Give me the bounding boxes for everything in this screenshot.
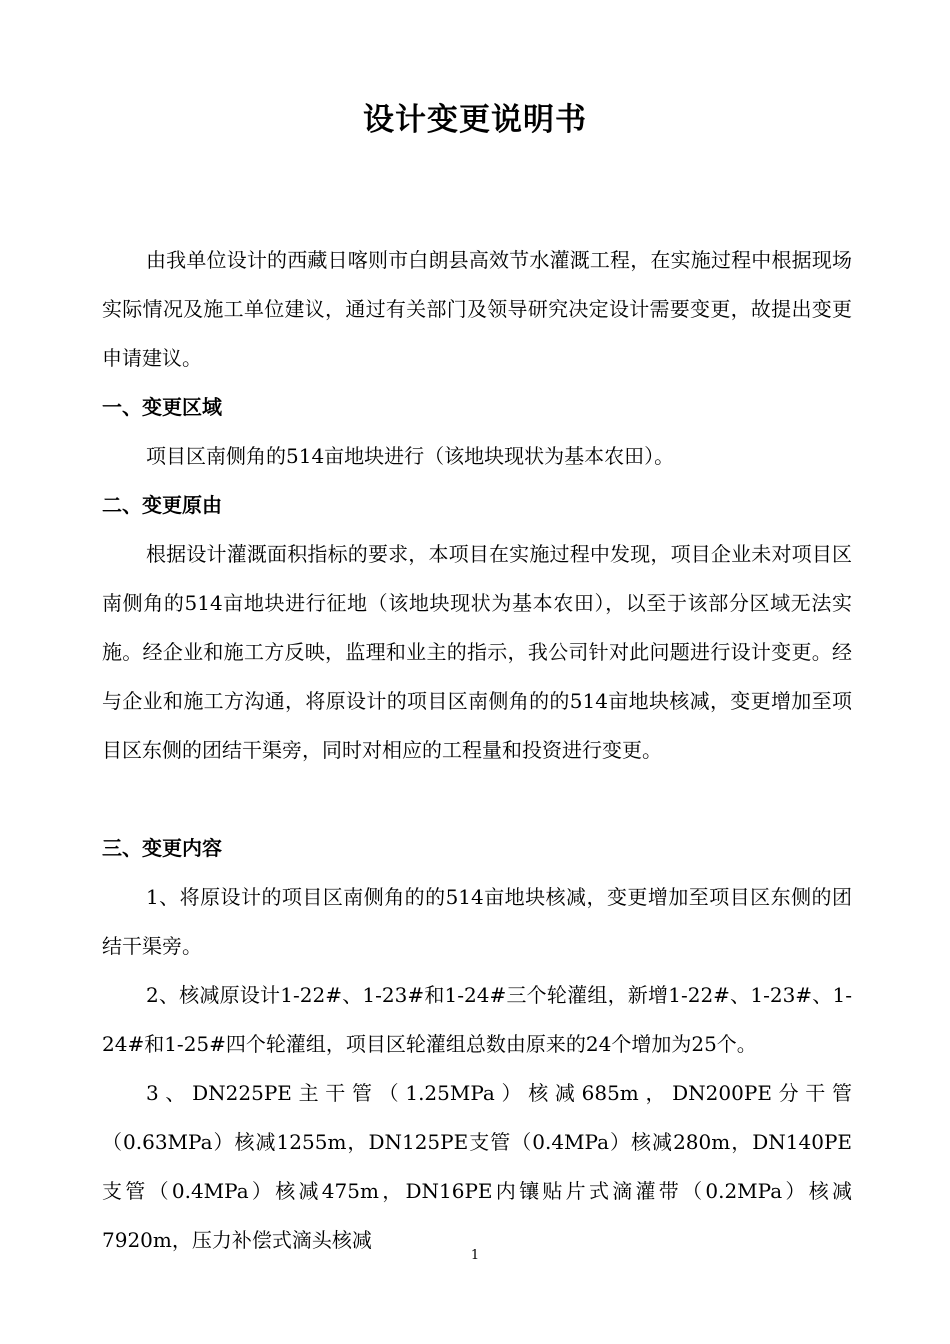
section-reason-paragraph: 根据设计灌溉面积指标的要求，本项目在实施过程中发现，项目企业未对项目区南侧角的514亩地块进行征地（该地块现状为基本农田），以至于该部分区域无法实施。经企业和施工方反映，监理和业主的指示，我公司针对此问题进行设计变更。经与企业和施工方沟通，将原设计的项目区南侧角的的514亩地块核减，变更增加至项目区东侧的团结干渠旁，同时对相应的工程量和投资进行变更。: [102, 542, 852, 762]
document-title: 设计变更说明书: [363, 102, 587, 138]
content-item-2: 2、核减原设计1-22#、1-23#和1-24#三个轮灌组，新增1-22#、1-23#、1-24#和1-25#四个轮灌组，项目区轮灌组总数由原来的24个增加为25个。: [102, 983, 852, 1056]
content-item-3: 3、DN225PE主干管（1.25MPa）核减685m，DN200PE分干管（0.63MPa）核减1255m，DN125PE支管（0.4MPa）核减280m，DN140PE支管（0.4MPa）核减475m，DN16PE内镶贴片式滴灌带（0.2MPa）核减7920m，压力补偿式滴头核减: [102, 1081, 852, 1252]
section-heading-reason: 二、变更原由: [102, 493, 222, 517]
intro-paragraph: 由我单位设计的西藏日喀则市白朗县高效节水灌溉工程，在实施过程中根据现场实际情况及施工单位建议，通过有关部门及领导研究决定设计需要变更，故提出变更申请建议。: [102, 248, 852, 370]
content-item-1: 1、将原设计的项目区南侧角的的514亩地块核减，变更增加至项目区东侧的团结干渠旁。: [102, 885, 852, 958]
section-heading-content: 三、变更内容: [102, 836, 222, 860]
page-number: 1: [470, 1248, 480, 1263]
section-area-paragraph: 项目区南侧角的514亩地块进行（该地块现状为基本农田）。: [146, 444, 675, 468]
section-heading-area: 一、变更区域: [102, 395, 222, 419]
